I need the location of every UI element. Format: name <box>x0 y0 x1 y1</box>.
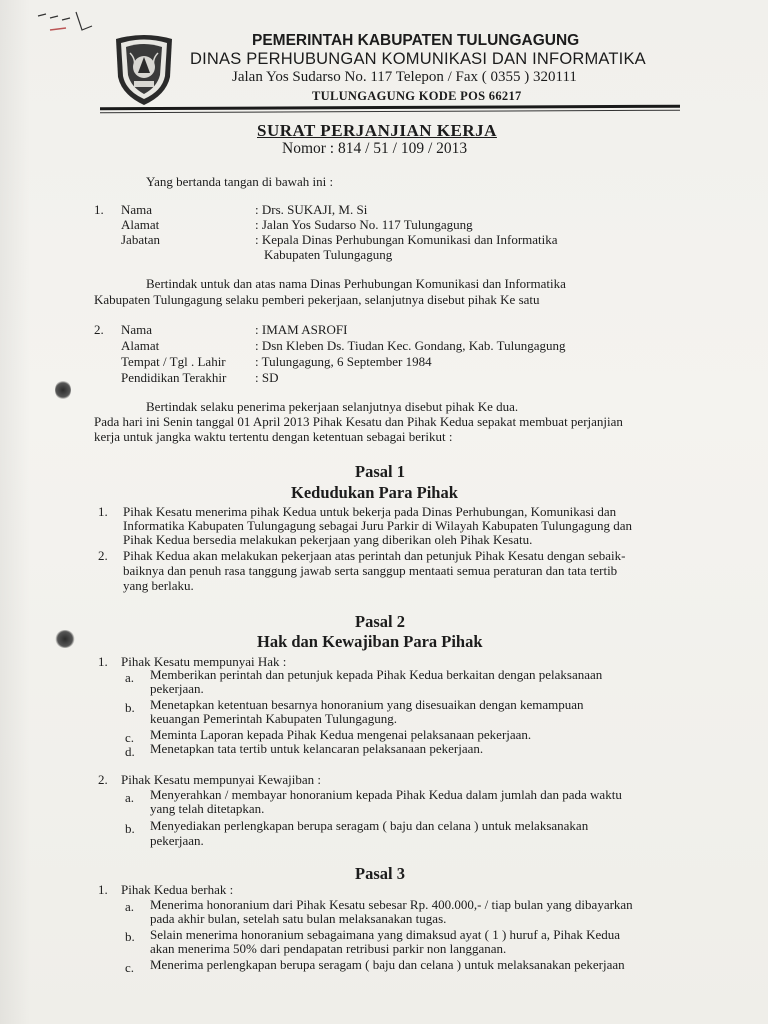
pasal2-hak-a-line1: Memberikan perintah dan petunjuk kepada Pihak Kedua berkaitan dengan pelaksanaan <box>150 667 603 682</box>
pasal2-kewajiban-b-line1: Menyediakan perlengkapan berupa seragam ( baju dan celana ) untuk melaksanakan <box>150 818 589 833</box>
pasal3-group1-title: Pihak Kedua berhak : <box>121 882 234 897</box>
party2-label-name: Nama <box>121 322 153 337</box>
document-number: Nomor : 814 / 51 / 109 / 2013 <box>282 140 468 157</box>
pasal3-berhak-c-line1: Menerima perlengkapan berupa seragam ( baju dan celana ) untuk melaksanakan pekerjaan <box>150 957 625 972</box>
pasal2-hak-c-line1: Meminta Laporan kepada Pihak Kedua mengenai pelaksanaan pekerjaan. <box>150 727 532 742</box>
pasal2-hak-b-line2: keuangan Pemerintah Kabupaten Tulungagung. <box>150 711 397 726</box>
pasal1-item2-line2: baiknya dan penuh rasa tanggung jawab serta sanggup mentaati semua peraturan dan tata tertib <box>123 563 618 578</box>
letterhead-government: PEMERINTAH KABUPATEN TULUNGAGUNG <box>252 32 580 49</box>
letterhead-postcode: TULUNGAGUNG KODE POS 66217 <box>312 89 522 103</box>
pasal2-hak-a-letter: a. <box>125 670 135 685</box>
regency-crest-logo <box>112 33 176 107</box>
page-edge-shadow <box>0 0 30 1024</box>
pasal2-group2-number: 2. <box>98 772 108 787</box>
party2-value-name: : IMAM ASROFI <box>255 322 348 337</box>
pasal1-item2-number: 2. <box>98 548 108 563</box>
party1-number: 1. <box>94 202 104 217</box>
party1-label-address: Alamat <box>121 217 160 232</box>
pasal3-berhak-a-letter: a. <box>125 899 135 914</box>
pasal2-kewajiban-b-letter: b. <box>125 821 135 836</box>
punch-hole-lower <box>55 630 75 648</box>
pasal2-hak-b-line1: Menetapkan ketentuan besarnya honoranium yang disesuaikan dengan kemampuan <box>150 697 584 712</box>
document-title: SURAT PERJANJIAN KERJA <box>257 121 497 140</box>
pasal2-hak-d-line1: Menetapkan tata tertib untuk kelancaran pelaksanaan pekerjaan. <box>150 741 484 756</box>
party1-label-position: Jabatan <box>121 232 160 247</box>
pasal3-berhak-b-letter: b. <box>125 929 135 944</box>
pasal2-hak-a-line2: pekerjaan. <box>150 681 204 696</box>
party1-value-address: : Jalan Yos Sudarso No. 117 Tulungagung <box>255 217 473 232</box>
pasal2-group2-title: Pihak Kesatu mempunyai Kewajiban : <box>121 772 322 787</box>
party2-value-address: : Dsn Kleben Ds. Tiudan Kec. Gondang, Kab. Tulungagung <box>255 338 566 353</box>
pasal1-item1-number: 1. <box>98 504 108 519</box>
party1-value-position: : Kepala Dinas Perhubungan Komunikasi dan Informatika <box>255 232 558 247</box>
pasal3-heading: Pasal 3 <box>355 864 405 883</box>
pasal1-item1-line2: Informatika Kabupaten Tulungagung sebagai Juru Parkir di Wilayah Kabupaten Tulungagung dan <box>123 518 633 533</box>
letterhead-address: Jalan Yos Sudarso No. 117 Telepon / Fax ( 0355 ) 320111 <box>232 69 577 85</box>
party2-statement-line2: Pada hari ini Senin tanggal 01 April 2013 Pihak Kesatu dan Pihak Kedua sepakat membuat perjanjian <box>94 414 623 429</box>
pasal2-kewajiban-b-line2: pekerjaan. <box>150 833 204 848</box>
party2-label-birth: Tempat / Tgl . Lahir <box>121 354 226 369</box>
party2-number: 2. <box>94 322 104 337</box>
pasal3-berhak-a-line2: pada akhir bulan, setelah satu bulan melaksanakan tugas. <box>150 911 447 926</box>
pasal2-hak-b-letter: b. <box>125 700 135 715</box>
party2-statement-line3: kerja untuk jangka waktu tertentu dengan ketentuan sebagai berikut : <box>94 429 453 444</box>
party2-statement-line1: Bertindak selaku penerima pekerjaan selanjutnya disebut pihak Ke dua. <box>146 399 519 414</box>
pasal2-subheading: Hak dan Kewajiban Para Pihak <box>257 632 483 651</box>
party1-label-name: Nama <box>121 202 153 217</box>
letterhead-department: DINAS PERHUBUNGAN KOMUNIKASI DAN INFORMATIKA <box>190 50 646 68</box>
pasal3-berhak-b-line1: Selain menerima honoranium sebagaimana yang dimaksud ayat ( 1 ) huruf a, Pihak Kedua <box>150 927 621 942</box>
pasal1-item2-line1: Pihak Kedua akan melakukan pekerjaan atas perintah dan petunjuk Pihak Kesatu dengan sebaik- <box>123 548 626 563</box>
intro-text: Yang bertanda tangan di bawah ini : <box>146 174 334 189</box>
pasal3-berhak-a-line1: Menerima honoranium dari Pihak Kesatu sebesar Rp. 400.000,- / tiap bulan yang dibayarkan <box>150 897 633 912</box>
pasal1-heading: Pasal 1 <box>355 462 405 481</box>
pasal2-group1-title: Pihak Kesatu mempunyai Hak : <box>121 654 287 669</box>
punch-hole-upper <box>55 380 71 400</box>
pasal2-hak-d-letter: d. <box>125 744 135 759</box>
pasal1-item2-line3: yang berlaku. <box>123 578 194 593</box>
party2-label-education: Pendidikan Terakhir <box>121 370 227 385</box>
pasal2-kewajiban-a-line2: yang telah ditetapkan. <box>150 801 265 816</box>
pasal1-item1-line1: Pihak Kesatu menerima pihak Kedua untuk bekerja pada Dinas Perhubungan, Komunikasi dan <box>123 504 617 519</box>
pasal1-item1-line3: Pihak Kedua bersedia melakukan pekerjaan yang diberikan oleh Pihak Kesatu. <box>123 532 533 547</box>
pasal2-hak-c-letter: c. <box>125 730 135 745</box>
pasal3-berhak-b-line2: akan menerima 50% dari pendapatan retribusi parkir non langganan. <box>150 941 507 956</box>
pen-scribble-mark <box>36 8 96 38</box>
pasal1-subheading: Kedudukan Para Pihak <box>291 483 458 502</box>
pasal2-kewajiban-a-letter: a. <box>125 790 135 805</box>
party1-statement-line1: Bertindak untuk dan atas nama Dinas Perhubungan Komunikasi dan Informatika <box>146 276 566 291</box>
party2-value-education: : SD <box>255 370 279 385</box>
pasal3-group1-number: 1. <box>98 882 108 897</box>
pasal3-berhak-c-letter: c. <box>125 960 135 975</box>
pasal2-kewajiban-a-line1: Menyerahkan / membayar honoranium kepada Pihak Kedua dalam jumlah dan pada waktu <box>150 787 622 802</box>
letterhead-rule-thin <box>100 110 680 114</box>
party1-statement-line2: Kabupaten Tulungagung selaku pemberi pekerjaan, selanjutnya disebut pihak Ke satu <box>94 292 540 307</box>
party1-value-name: : Drs. SUKAJI, M. Si <box>255 202 368 217</box>
party2-value-birth: : Tulungagung, 6 September 1984 <box>255 354 432 369</box>
pasal2-group1-number: 1. <box>98 654 108 669</box>
pasal2-heading: Pasal 2 <box>355 612 405 631</box>
party1-value-position-cont: Kabupaten Tulungagung <box>264 247 393 262</box>
party2-label-address: Alamat <box>121 338 160 353</box>
